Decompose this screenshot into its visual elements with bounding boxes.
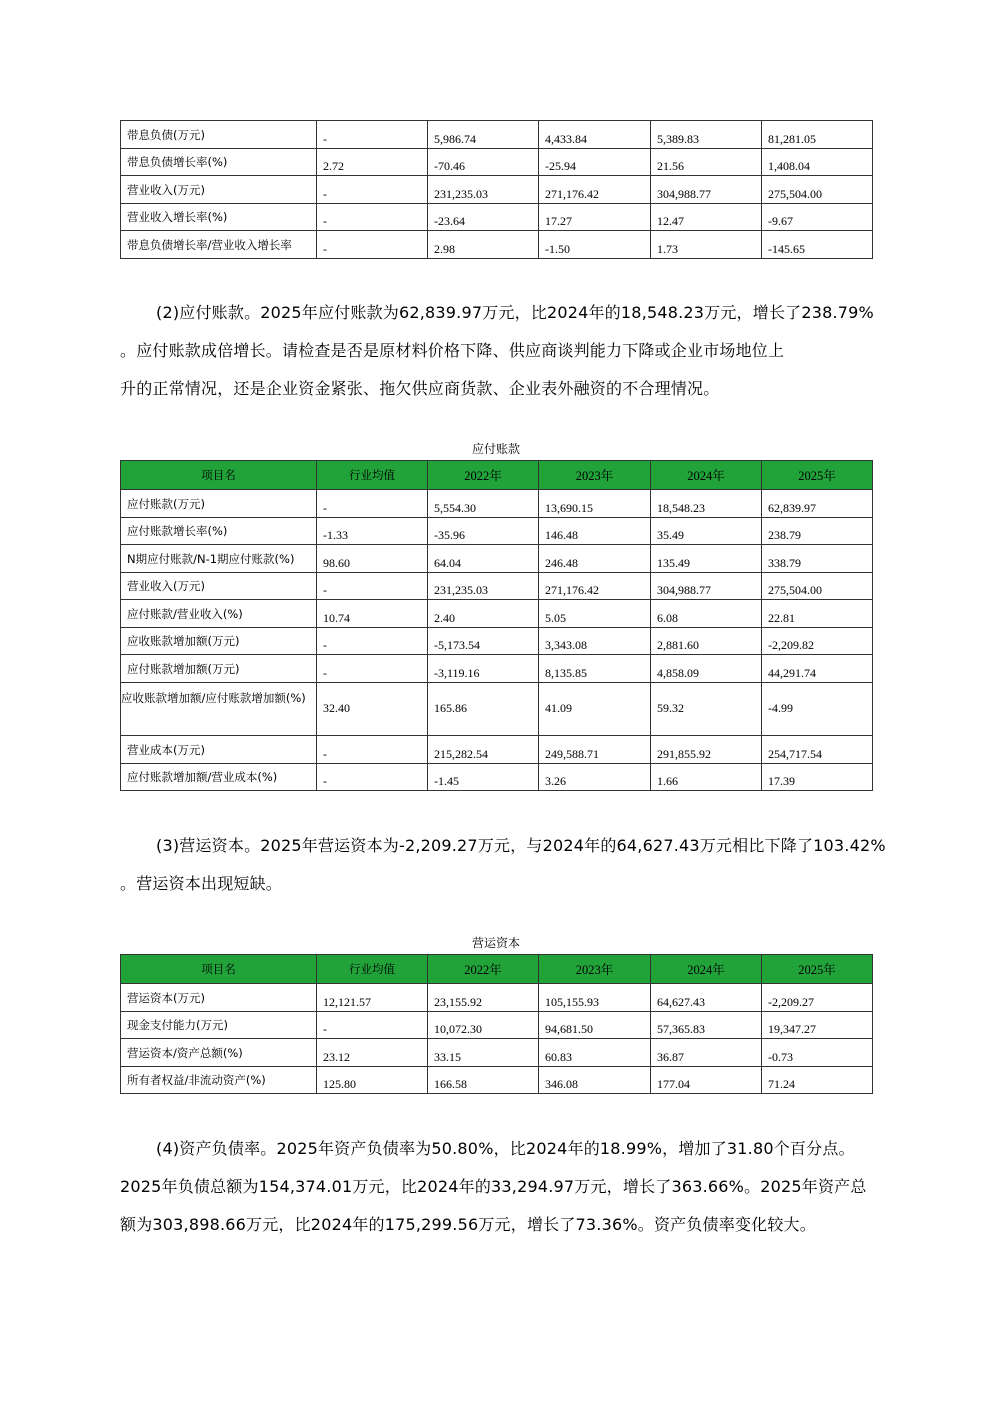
table-cell: 19,347.27 [762,1012,873,1039]
section-3-paragraph [120,827,900,903]
table-cell: - [317,204,428,231]
table-cell: 304,988.77 [651,176,762,204]
row-label: 带息负债增长率/营业收入增长率 [121,231,317,259]
row-label: 营业收入(万元) [121,573,317,600]
table-cell: -1.33 [317,518,428,545]
column-header: 2025年 [762,461,873,490]
table-cell: 10,072.30 [428,1012,539,1039]
table-row [121,764,873,791]
table-cell: - [317,736,428,764]
column-header: 行业均值 [317,461,428,490]
row-label: 营业收入(万元) [121,176,317,204]
table-cell: 5,389.83 [651,121,762,149]
table-cell: 254,717.54 [762,736,873,764]
working-capital-table-body [121,984,873,1094]
table-row [121,204,873,231]
table-cell: 32.40 [317,683,428,736]
table-row [121,518,873,545]
row-label: N期应付账款/N-1期应付账款(%) [121,545,317,573]
table-row [121,1039,873,1067]
column-header: 行业均值 [317,955,428,984]
table-cell: 12,121.57 [317,984,428,1012]
table-cell: 125.80 [317,1067,428,1094]
table-cell: 135.49 [651,545,762,573]
accounts-payable-table [120,460,873,791]
table-cell: 5,986.74 [428,121,539,149]
paragraph-line: 。应付账款成倍增长。请检查是否是原材料价格下降、供应商谈判能力下降或企业市场地位上 [120,341,785,360]
table-cell: 249,588.71 [539,736,651,764]
column-header: 2023年 [539,461,651,490]
table-cell: 33.15 [428,1039,539,1067]
table-cell: - [317,121,428,149]
table-cell: -25.94 [539,149,651,176]
table-cell: - [317,628,428,655]
row-label: 应付账款增加额/营业成本(%) [121,764,317,791]
table-cell: 35.49 [651,518,762,545]
table-cell: 146.48 [539,518,651,545]
table-row [121,628,873,655]
paragraph-line: 2025年负债总额为154,374.01万元，比2024年的33,294.97万元，增长了363.66%。2025年资产总 [120,1177,867,1196]
table-cell: 22.81 [762,600,873,628]
table-cell: 231,235.03 [428,573,539,600]
table-cell: -23.64 [428,204,539,231]
row-label: 营运资本(万元) [121,984,317,1012]
table-cell: -70.46 [428,149,539,176]
table-cell: 5,554.30 [428,490,539,518]
table-cell: 275,504.00 [762,176,873,204]
table-row [121,545,873,573]
table-cell: 10.74 [317,600,428,628]
table-row [121,490,873,518]
table-cell: 71.24 [762,1067,873,1094]
paragraph-line: 额为303,898.66万元，比2024年的175,299.56万元，增长了73.36%。资产负债率变化较大。 [120,1215,816,1234]
table-cell: 215,282.54 [428,736,539,764]
table-row [121,231,873,259]
table-cell: 2.72 [317,149,428,176]
row-label: 营业收入增长率(%) [121,204,317,231]
header-row [121,461,873,490]
table-cell: 238.79 [762,518,873,545]
table-cell: 18,548.23 [651,490,762,518]
table-cell: 271,176.42 [539,176,651,204]
table-cell: -1.50 [539,231,651,259]
table-cell: 44,291.74 [762,655,873,683]
table-cell: -9.67 [762,204,873,231]
table-cell: 338.79 [762,545,873,573]
row-label: 所有者权益/非流动资产(%) [121,1067,317,1094]
table-cell: 59.32 [651,683,762,736]
table-cell: 64.04 [428,545,539,573]
table-cell: -4.99 [762,683,873,736]
table-row [121,736,873,764]
table-cell: 3,343.08 [539,628,651,655]
table-cell: - [317,1012,428,1039]
table-cell: - [317,573,428,600]
table-cell: 2.98 [428,231,539,259]
table-cell: 94,681.50 [539,1012,651,1039]
table-row [121,600,873,628]
section-2-paragraph [120,294,900,408]
table-cell: 1.73 [651,231,762,259]
row-label: 应付账款/营业收入(%) [121,600,317,628]
table-header [121,955,873,984]
paragraph-line: 。营运资本出现短缺。 [120,874,283,893]
column-header: 2025年 [762,955,873,984]
table-row [121,121,873,149]
paragraph-line: (4)资产负债率。2025年资产负债率为50.80%，比2024年的18.99%，增加了31.80个百分点。 [156,1139,855,1158]
table-cell: 62,839.97 [762,490,873,518]
table-cell: 41.09 [539,683,651,736]
table-cell: 64,627.43 [651,984,762,1012]
column-header: 2023年 [539,955,651,984]
column-header: 2022年 [428,955,539,984]
column-header: 2022年 [428,461,539,490]
table-row [121,984,873,1012]
row-label: 带息负债(万元) [121,121,317,149]
header-row [121,955,873,984]
table-cell: -0.73 [762,1039,873,1067]
paragraph-line: (3)营运资本。2025年营运资本为-2,209.27万元，与2024年的64,627.43万元相比下降了103.42% [156,836,886,855]
table-cell: 166.58 [428,1067,539,1094]
table-cell: 271,176.42 [539,573,651,600]
row-label: 应付账款增长率(%) [121,518,317,545]
table-cell: -3,119.16 [428,655,539,683]
table-cell: 5.05 [539,600,651,628]
table-cell: - [317,176,428,204]
table-cell: 4,858.09 [651,655,762,683]
row-label: 应收账款增加额/应付账款增加额(%) [121,683,317,736]
table-cell: 17.39 [762,764,873,791]
table-cell: -145.65 [762,231,873,259]
table-cell: 98.60 [317,545,428,573]
table-cell: 3.26 [539,764,651,791]
table-cell: 165.86 [428,683,539,736]
table-cell: 275,504.00 [762,573,873,600]
table-cell: 4,433.84 [539,121,651,149]
table-cell: 231,235.03 [428,176,539,204]
column-header: 2024年 [651,461,762,490]
table-cell: 105,155.93 [539,984,651,1012]
row-label: 应收账款增加额(万元) [121,628,317,655]
row-label: 营运资本/资产总额(%) [121,1039,317,1067]
table-cell: 23,155.92 [428,984,539,1012]
table-cell: -5,173.54 [428,628,539,655]
row-label: 带息负债增长率(%) [121,149,317,176]
table-cell: 304,988.77 [651,573,762,600]
table-cell: -35.96 [428,518,539,545]
table-cell: 1.66 [651,764,762,791]
table-cell: -2,209.82 [762,628,873,655]
table-cell: 17.27 [539,204,651,231]
section-4-paragraph [120,1130,900,1244]
table-row [121,573,873,600]
column-header: 项目名 [121,461,317,490]
accounts-payable-table-body [121,490,873,791]
table-cell: 60.83 [539,1039,651,1067]
table-cell: 177.04 [651,1067,762,1094]
table-caption: 应付账款 [471,442,520,456]
table-cell: 291,855.92 [651,736,762,764]
working-capital-table [120,954,873,1094]
table-cell: 246.48 [539,545,651,573]
column-header: 项目名 [121,955,317,984]
paragraph-line: (2)应付账款。2025年应付账款为62,839.97万元，比2024年的18,548.23万元，增长了238.79% [156,303,874,322]
interest-debt-table [120,120,873,259]
row-label: 应付账款(万元) [121,490,317,518]
table-cell: 346.08 [539,1067,651,1094]
column-header: 2024年 [651,955,762,984]
table-cell: 12.47 [651,204,762,231]
table-cell: 81,281.05 [762,121,873,149]
table-row [121,655,873,683]
table-row [121,1012,873,1039]
table-cell: 8,135.85 [539,655,651,683]
table-cell: 57,365.83 [651,1012,762,1039]
paragraph-line: 升的正常情况，还是企业资金紧张、拖欠供应商货款、企业表外融资的不合理情况。 [120,379,720,398]
table-row [121,149,873,176]
table-cell: - [317,231,428,259]
table-row [121,176,873,204]
table-cell: - [317,490,428,518]
table-cell: - [317,764,428,791]
table-caption: 营运资本 [471,936,520,950]
table-cell: 13,690.15 [539,490,651,518]
row-label: 营业成本(万元) [121,736,317,764]
table-cell: 2,881.60 [651,628,762,655]
table-cell: 1,408.04 [762,149,873,176]
table-cell: -2,209.27 [762,984,873,1012]
interest-debt-table-body [121,121,873,259]
table-cell: -1.45 [428,764,539,791]
table-header [121,461,873,490]
table-row [121,683,873,736]
table-cell: 36.87 [651,1039,762,1067]
table-cell: 2.40 [428,600,539,628]
table-cell: 6.08 [651,600,762,628]
row-label: 应付账款增加额(万元) [121,655,317,683]
table-cell: - [317,655,428,683]
table-cell: 23.12 [317,1039,428,1067]
row-label: 现金支付能力(万元) [121,1012,317,1039]
table-cell: 21.56 [651,149,762,176]
table-row [121,1067,873,1094]
